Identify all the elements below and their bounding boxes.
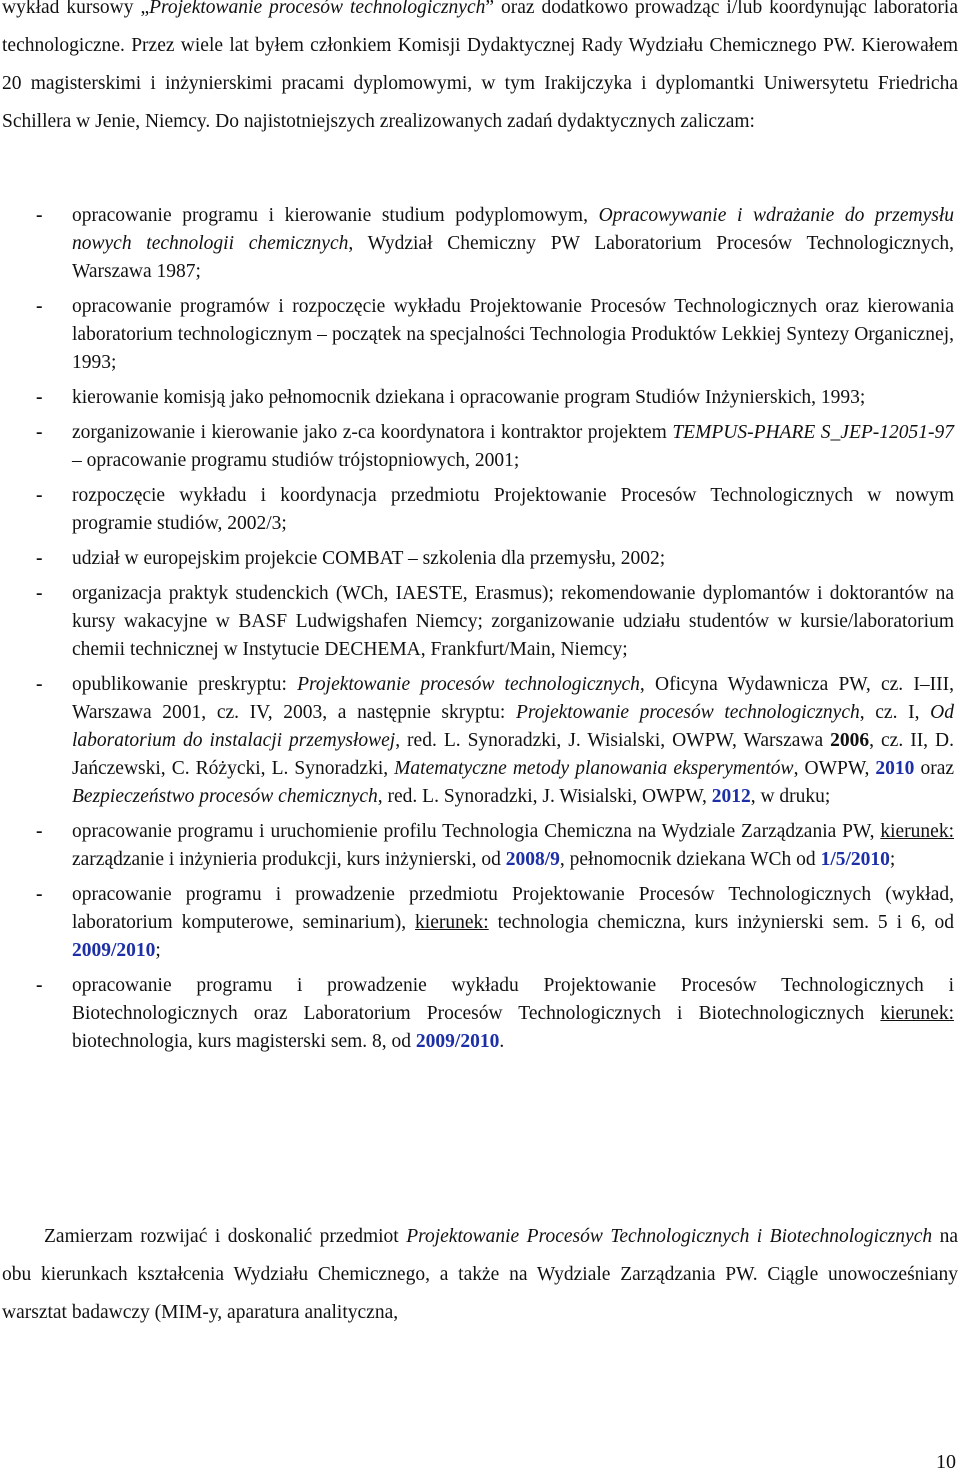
- year-bold: 2006: [830, 730, 870, 751]
- intro-paragraph: [0, 0, 960, 141]
- list-dash: -: [36, 205, 43, 226]
- list-text: opracowanie programów i rozpoczęcie wykładu Projektowanie Procesów Technologicznych oraz kierowania laboratorium technologicznym – początek na specjalności Technologia Produktów Lekkiej Syntezy Organicznej, 1993;: [72, 296, 954, 373]
- list-item: [0, 419, 956, 475]
- list-text: opracowanie programu i uruchomienie profilu Technologia Chemiczna na Wydziale Zarządzania PW,: [72, 821, 881, 842]
- year-highlight: 2010: [875, 758, 915, 779]
- list-item: [0, 671, 956, 811]
- list-item: [0, 202, 956, 286]
- list-text: opracowanie programu i prowadzenie wykładu Projektowanie Procesów Technologicznych i Biotechnologicznych oraz Laboratorium Procesów Technologicznych i Biotechnologicznych: [72, 975, 954, 1024]
- list-dash: -: [36, 583, 43, 604]
- list-dash: -: [36, 387, 43, 408]
- list-text: biotechnologia, kurs magisterski sem. 8, od: [72, 1031, 416, 1052]
- didactic-tasks-list: [0, 202, 956, 1063]
- list-item: [0, 482, 956, 538]
- list-text: , pełnomocnik dziekana WCh od: [559, 849, 821, 870]
- list-text: ;: [155, 940, 161, 961]
- list-item: [0, 293, 956, 377]
- list-text: , red. L. Synoradzki, J. Wisialski, OWPW, Warszawa: [395, 730, 831, 751]
- list-item: [0, 545, 956, 573]
- field-label: kierunek:: [880, 821, 954, 842]
- field-label: kierunek:: [415, 912, 489, 933]
- list-text: zorganizowanie i kierowanie jako z-ca koordynatora i kontraktor projektem: [72, 422, 673, 443]
- closing-text: Zamierzam rozwijać i doskonalić przedmiot: [44, 1226, 407, 1247]
- list-dash: -: [36, 975, 43, 996]
- list-text: , cz. I,: [859, 702, 931, 723]
- list-text: , Wydział Chemiczny PW Laboratorium Procesów Technologicznych, Warszawa 1987;: [72, 233, 954, 282]
- list-text-italic: Opracowywanie i wdrażanie do przemysłu nowych technologii chemicznych: [72, 205, 954, 254]
- year-highlight: 2009/2010: [415, 1031, 500, 1052]
- project-code: TEMPUS-PHARE S_JEP-12051-97: [672, 422, 955, 443]
- list-item: [0, 972, 956, 1056]
- publication-title: Bezpieczeństwo procesów chemicznych: [72, 786, 378, 807]
- list-text: rozpoczęcie wykładu i koordynacja przedmiotu Projektowanie Procesów Technologicznych w nowym programie studiów, 2002/3;: [72, 485, 954, 534]
- list-text: ;: [889, 849, 896, 870]
- list-dash: -: [36, 422, 43, 443]
- field-label: kierunek:: [880, 1003, 954, 1024]
- publication-title: Matematyczne metody planowania eksperymentów: [394, 758, 794, 779]
- date-highlight: 1/5/2010: [820, 849, 890, 870]
- list-text: kierowanie komisją jako pełnomocnik dziekana i opracowanie program Studiów Inżynierskich, 1993;: [72, 387, 866, 408]
- list-item: [0, 818, 956, 874]
- list-text: opracowanie programu i prowadzenie przedmiotu Projektowanie Procesów Technologicznych (wykład, laboratorium komputerowe, seminarium),: [72, 884, 954, 933]
- list-item: [0, 881, 956, 965]
- list-text: – opracowanie programu studiów trójstopniowych, 2001;: [72, 450, 520, 471]
- list-text: , Oficyna Wydawnicza PW, cz. I–III, Warszawa 2001, cz. IV, 2003, a następnie skryptu:: [72, 674, 954, 723]
- list-text: oraz: [914, 758, 954, 779]
- publication-title: Projektowanie procesów technologicznych: [297, 674, 640, 695]
- intro-text: wykład kursowy „: [2, 0, 150, 18]
- list-dash: -: [36, 548, 43, 569]
- list-dash: -: [36, 821, 43, 842]
- list-item: [0, 580, 956, 664]
- list-text: udział w europejskim projekcie COMBAT – szkolenia dla przemysłu, 2002;: [72, 548, 666, 569]
- list-item: [0, 384, 956, 412]
- list-text: zarządzanie i inżynieria produkcji, kurs inżynierski, od: [72, 849, 506, 870]
- list-text: , w druku;: [750, 786, 831, 807]
- closing-paragraph: [0, 1218, 960, 1332]
- course-title: Projektowanie procesów technologicznych: [149, 0, 486, 18]
- page-number: 10: [936, 1451, 956, 1473]
- closing-text: na obu kierunkach kształcenia Wydziału Chemicznego, a także na Wydziale Zarządzania PW. Ciągle unowocześniany warsztat badawczy (MIM-y, aparatura analityczna,: [2, 1226, 958, 1323]
- list-text: opracowanie programu i kierowanie studium podyplomowym,: [72, 205, 599, 226]
- list-text: , OWPW,: [793, 758, 876, 779]
- publication-title: Od laboratorium do instalacji przemysłowej: [72, 702, 954, 751]
- list-dash: -: [36, 296, 43, 317]
- list-text: opublikowanie preskryptu:: [72, 674, 298, 695]
- intro-text-cont: ” oraz dodatkowo prowadząc i/lub koordynując laboratoria technologiczne. Przez wiele lat byłem członkiem Komisji Dydaktycznej Rady Wydziału Chemicznego PW. Kierowałem 20 magisterskimi i inżynierskimi pracami dyplomowymi, w tym Irakijczyka i dyplomantki Uniwersytetu Friedricha Schillera w Jenie, Niemcy. Do najistotniejszych zrealizowanych zadań dydaktycznych zaliczam:: [2, 0, 958, 132]
- year-highlight: 2009/2010: [72, 940, 156, 961]
- list-dash: -: [36, 485, 43, 506]
- list-text: technologia chemiczna, kurs inżynierski sem. 5 i 6, od: [488, 912, 955, 933]
- list-text: , cz. II, D. Jańczewski, C. Różycki, L. Synoradzki,: [72, 730, 955, 779]
- course-title: Projektowanie Procesów Technologicznych i Biotechnologicznych: [406, 1226, 933, 1247]
- year-highlight: 2012: [711, 786, 751, 807]
- list-dash: -: [36, 674, 43, 695]
- list-text: , red. L. Synoradzki, J. Wisialski, OWPW,: [377, 786, 712, 807]
- year-highlight: 2008/9: [505, 849, 560, 870]
- list-dash: -: [36, 884, 43, 905]
- list-text: organizacja praktyk studenckich (WCh, IAESTE, Erasmus); rekomendowanie dyplomantów i doktorantów na kursy wakacyjne w BASF Ludwigshafen Niemcy; zorganizowanie udziału studentów w kursie/laboratorium chemii technicznej w Instytucie DECHEMA, Frankfurt/Main, Niemcy;: [72, 583, 954, 660]
- publication-title: Projektowanie procesów technologicznych: [516, 702, 860, 723]
- list-text: .: [499, 1031, 505, 1052]
